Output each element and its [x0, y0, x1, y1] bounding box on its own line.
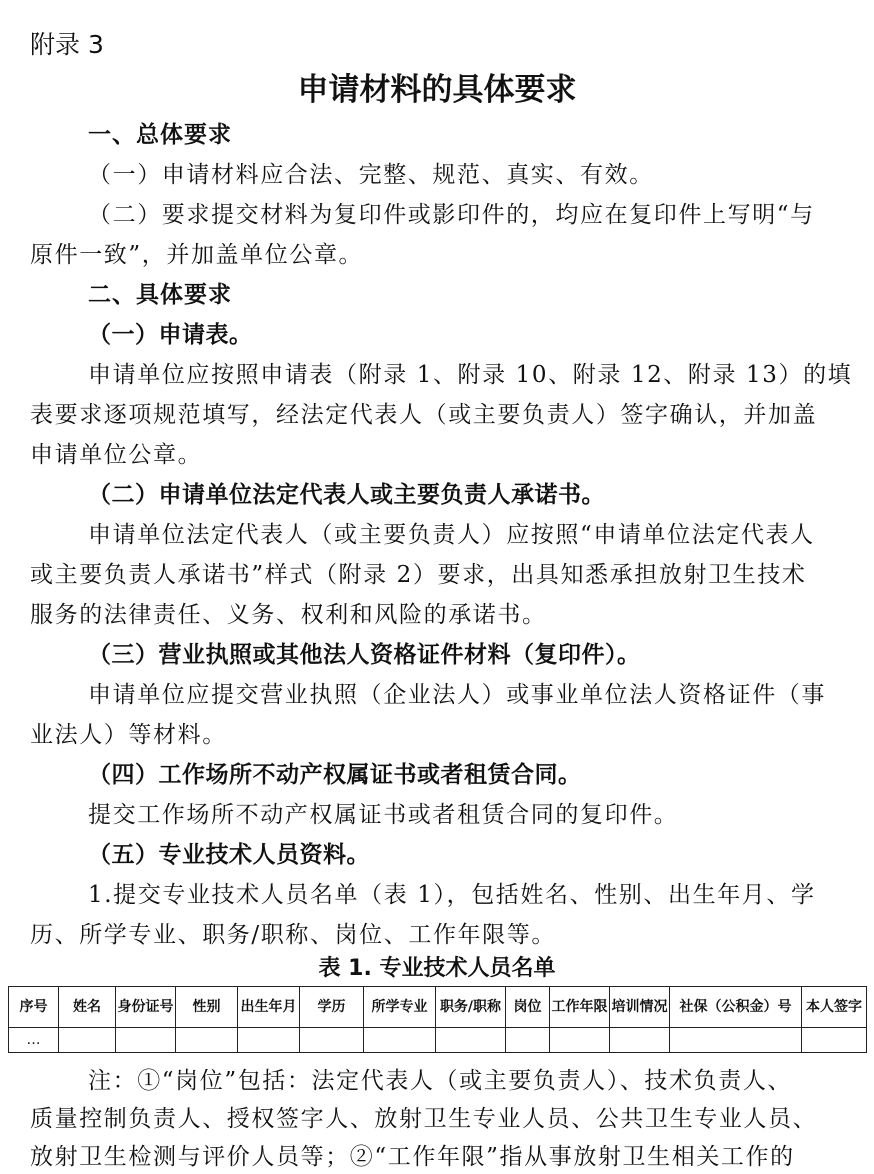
paragraph-line: 历、所学专业、职务/职称、岗位、工作年限等。	[30, 922, 556, 948]
table-cell	[176, 1028, 238, 1053]
table-title: 表 1. 专业技术人员名单	[318, 956, 556, 981]
table-header-cell: 姓名	[59, 987, 116, 1028]
table-cell	[436, 1028, 506, 1053]
paragraph-line: 申请单位公章。	[30, 442, 203, 468]
table-header-cell: 身份证号	[116, 987, 176, 1028]
note-line: 注：①“岗位”包括：法定代表人（或主要负责人）、技术负责人、	[88, 1068, 793, 1094]
table-header-cell: 职务/职称	[436, 987, 506, 1028]
paragraph-line: 服务的法律责任、义务、权利和风险的承诺书。	[30, 602, 547, 628]
table-header-cell: 序号	[9, 987, 59, 1028]
table-header-cell: 出生年月	[238, 987, 300, 1028]
paragraph-line: 或主要负责人承诺书”样式（附录 2）要求，出具知悉承担放射卫生技术	[30, 562, 807, 588]
table-header-row	[9, 987, 867, 1028]
table-header-cell: 性别	[176, 987, 238, 1028]
table-cell	[670, 1028, 802, 1053]
table-cell	[550, 1028, 610, 1053]
table-header-cell: 本人签字	[802, 987, 867, 1028]
table-cell: …	[9, 1028, 59, 1053]
page-title: 申请材料的具体要求	[297, 72, 577, 108]
subheading-application-form: （一）申请表。	[88, 322, 253, 348]
table-header-cell: 培训情况	[610, 987, 670, 1028]
table-header-cell: 岗位	[506, 987, 550, 1028]
paragraph-line: 业法人）等材料。	[30, 722, 227, 748]
table-cell	[59, 1028, 116, 1053]
paragraph-line: 申请单位应提交营业执照（企业法人）或事业单位法人资格证件（事	[88, 682, 826, 708]
section-heading-specific: 二、具体要求	[88, 282, 232, 308]
appendix-label: 附录 3	[30, 30, 104, 59]
general-item-1: （一）申请材料应合法、完整、规范、真实、有效。	[88, 162, 654, 188]
table-header-cell: 社保（公积金）号	[670, 987, 802, 1028]
table-header-cell: 工作年限	[550, 987, 610, 1028]
paragraph-line: 表要求逐项规范填写，经法定代表人（或主要负责人）签字确认，并加盖	[30, 402, 818, 428]
note-line: 质量控制负责人、授权签字人、放射卫生专业人员、公共卫生专业人员、	[30, 1106, 818, 1132]
general-item-2: （二）要求提交材料为复印件或影印件的，均应在复印件上写明“与	[88, 202, 815, 228]
note-line: 放射卫生检测与评价人员等；②“工作年限”指从事放射卫生相关工作的	[30, 1144, 795, 1170]
table-cell	[364, 1028, 436, 1053]
table-header-cell: 学历	[300, 987, 364, 1028]
table-cell	[300, 1028, 364, 1053]
staff-table	[8, 986, 867, 1053]
subheading-commitment-letter: （二）申请单位法定代表人或主要负责人承诺书。	[88, 482, 605, 508]
table-row	[9, 1028, 867, 1053]
paragraph-line: 提交工作场所不动产权属证书或者租赁合同的复印件。	[88, 802, 679, 828]
subheading-property-certificate: （四）工作场所不动产权属证书或者租赁合同。	[88, 762, 582, 788]
subheading-technical-staff: （五）专业技术人员资料。	[88, 842, 370, 868]
subheading-business-license: （三）营业执照或其他法人资格证件材料（复印件）。	[88, 642, 641, 668]
general-item-2-cont: 原件一致”，并加盖单位公章。	[30, 242, 364, 268]
paragraph-line: 1.提交专业技术人员名单（表 1），包括姓名、性别、出生年月、学	[88, 882, 816, 908]
table-cell	[238, 1028, 300, 1053]
table-cell	[802, 1028, 867, 1053]
paragraph-line: 申请单位法定代表人（或主要负责人）应按照“申请单位法定代表人	[88, 522, 815, 548]
table-cell	[610, 1028, 670, 1053]
table-cell	[116, 1028, 176, 1053]
table-header-cell: 所学专业	[364, 987, 436, 1028]
table-cell	[506, 1028, 550, 1053]
section-heading-general: 一、总体要求	[88, 122, 232, 148]
paragraph-line: 申请单位应按照申请表（附录 1、附录 10、附录 12、附录 13）的填	[88, 362, 853, 388]
